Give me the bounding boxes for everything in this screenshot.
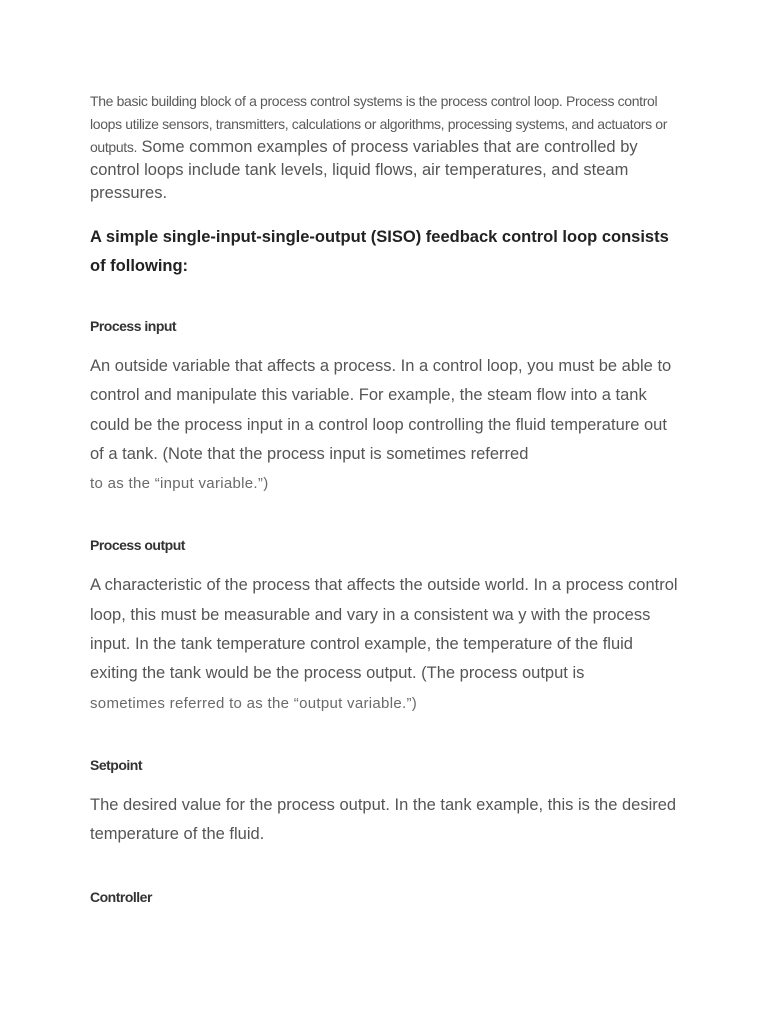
process-output-note: sometimes referred to as the “output variable.”) — [90, 694, 418, 712]
process-input-text: An outside variable that affects a process. In a control loop, you must be able to control and manipulate this variable. For example, the steam flow into a tank could be the process input in a control loop controlling the fluid temperature out of a tank. (Note that the process input is sometimes referred — [90, 357, 672, 463]
setpoint-heading: Setpoint — [90, 756, 142, 773]
document-page — [90, 90, 682, 907]
intro-paragraph — [90, 90, 682, 205]
process-input-note: to as the “input variable.”) — [90, 475, 269, 493]
controller-heading: Controller — [90, 888, 152, 905]
process-input-body — [90, 352, 682, 498]
process-output-body — [90, 571, 682, 717]
intro-large-text: Some common examples of process variables that are controlled by control loops include tank levels, liquid flows, air temperatures, and steam pressures. — [90, 138, 638, 202]
intro-small-text: The basic building block of a process control systems is the process control loop. Process control loops utilize sensors, transmitters, calculations or algorithms, processing systems, and actuators or outputs. — [90, 93, 668, 155]
process-output-text: A characteristic of the process that affects the outside world. In a process control loop, this must be measurable and vary in a consistent wa y with the process input. In the tank temperature control example, the temperature of the fluid exiting the tank would be the process output. (The process output is — [90, 576, 678, 683]
process-output-heading: Process output — [90, 537, 185, 554]
setpoint-body: The desired value for the process output. In the tank example, this is the desired temperature of the fluid. — [90, 795, 677, 844]
process-input-heading: Process input — [90, 318, 177, 334]
lead-heading: A simple single-input-single-output (SISO) feedback control loop consists of following: — [90, 228, 669, 275]
